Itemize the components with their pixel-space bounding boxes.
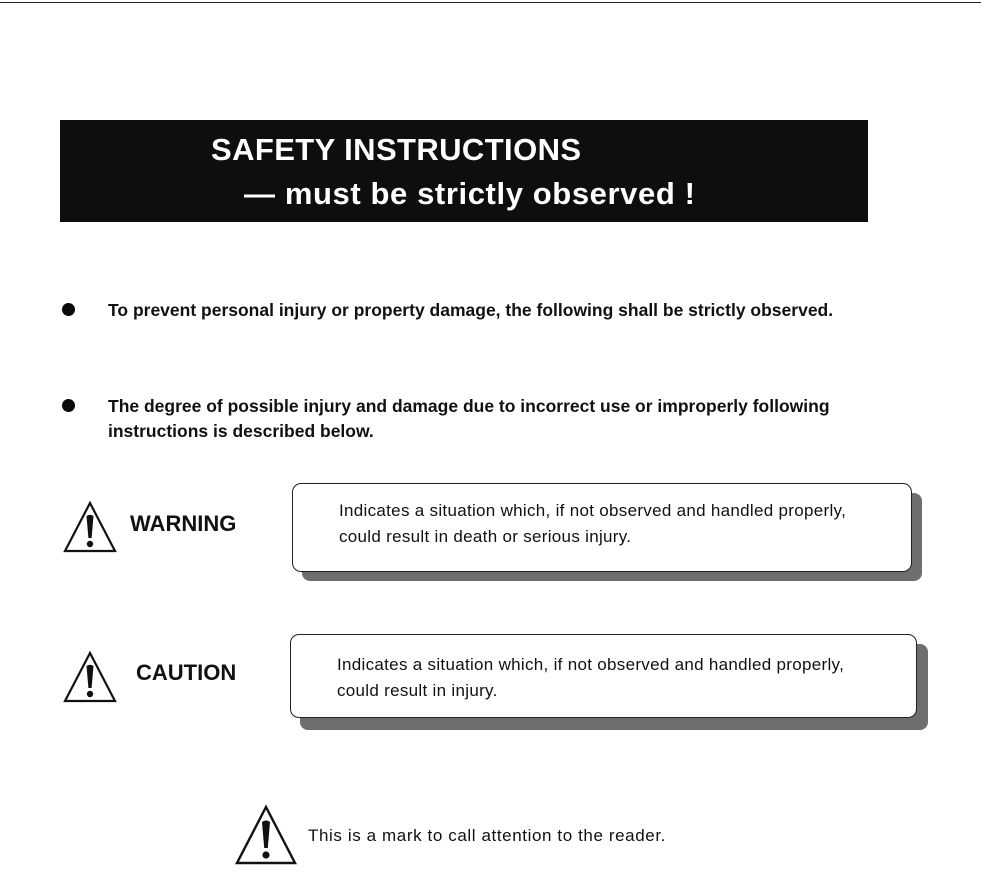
- bullet-text: To prevent personal injury or property damage, the following shall be strictly observed.: [108, 300, 834, 320]
- box-frame: [290, 634, 917, 718]
- bullet-dot-icon: [62, 303, 75, 316]
- box-frame: [292, 483, 912, 572]
- caution-description: Indicates a situation which, if not observed and handled properly, could result in injury.: [337, 655, 845, 700]
- caution-description-box: [290, 634, 928, 730]
- bullet-dot-icon: [62, 399, 75, 412]
- warning-description: Indicates a situation which, if not observed and handled properly, could result in death or serious injury.: [339, 501, 847, 546]
- safety-banner: [60, 120, 868, 222]
- warning-description-box: [292, 483, 922, 581]
- warning-label: WARNING: [130, 511, 237, 536]
- caution-label: CAUTION: [136, 660, 237, 685]
- banner-title: SAFETY INSTRUCTIONS: [211, 132, 582, 167]
- top-rule: [0, 2, 981, 3]
- banner-subtitle: — must be strictly observed !: [244, 176, 696, 211]
- attention-triangle-icon: [234, 804, 298, 866]
- warning-triangle-icon: [62, 500, 118, 554]
- footer-note: This is a mark to call attention to the reader.: [308, 826, 666, 845]
- caution-triangle-icon: [62, 650, 118, 704]
- bullet-text: The degree of possible injury and damage due to incorrect use or improperly following instructions is described below.: [108, 396, 830, 441]
